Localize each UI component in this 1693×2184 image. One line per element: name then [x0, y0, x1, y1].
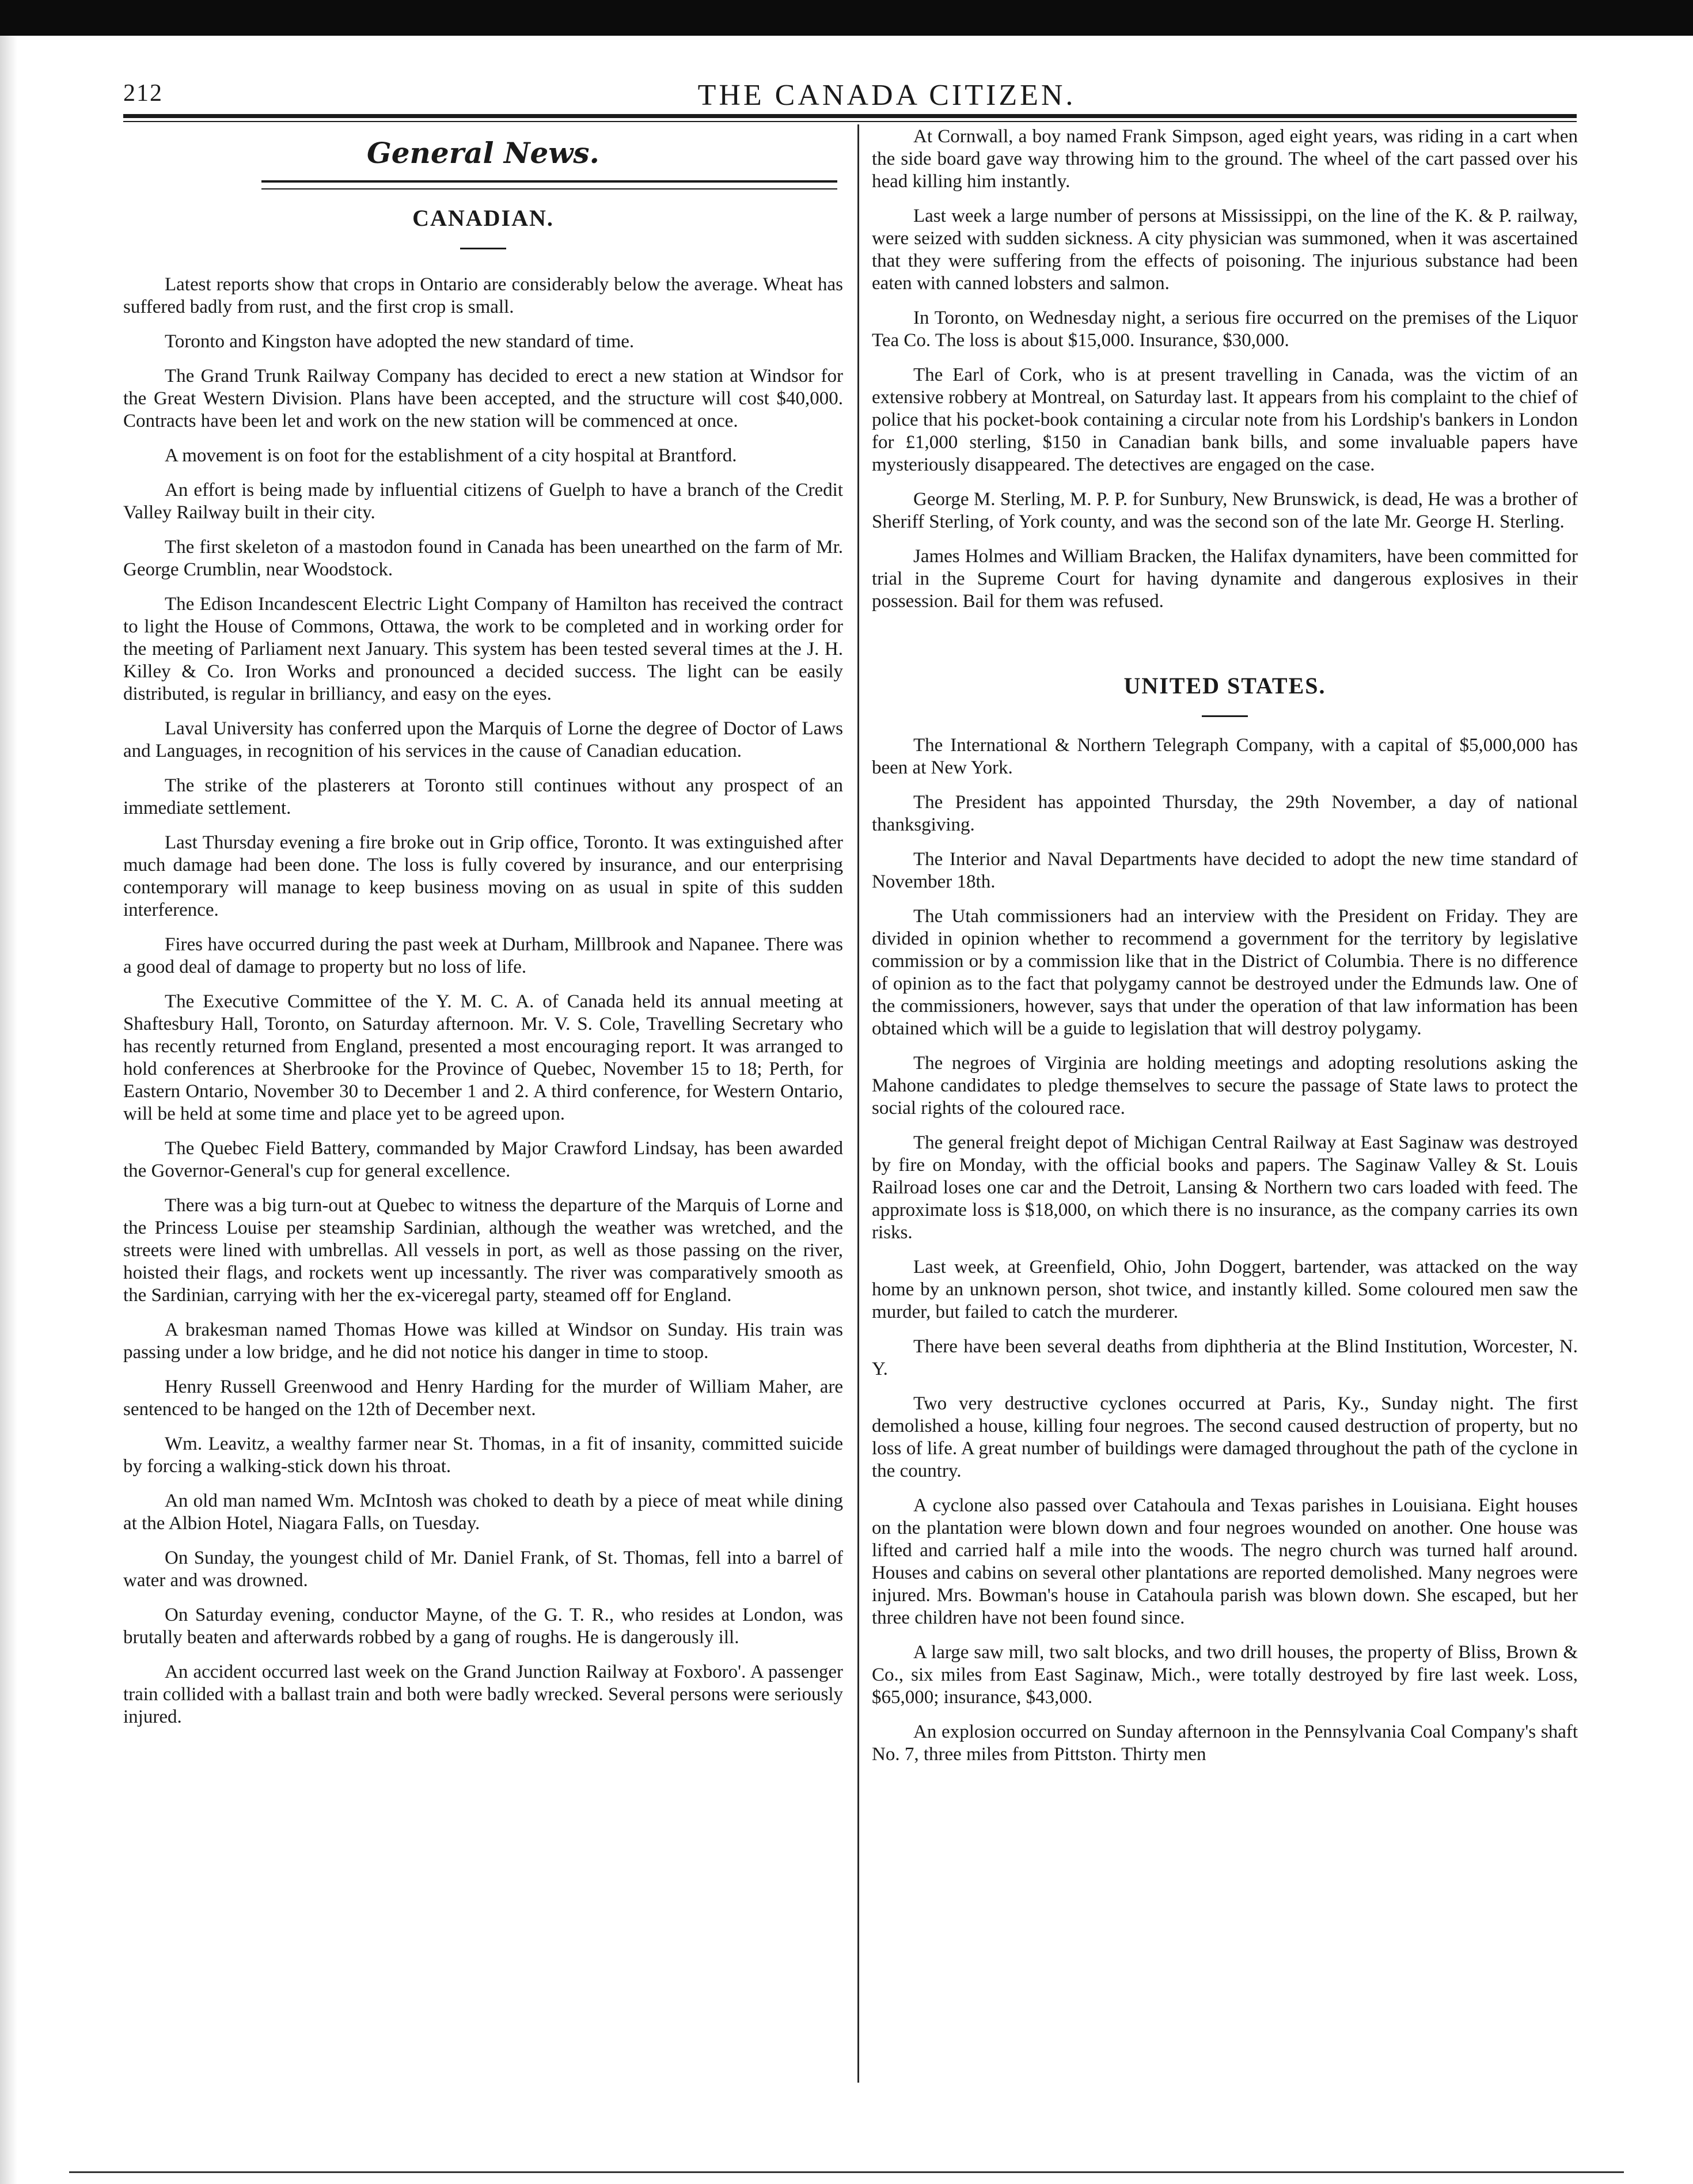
news-paragraph: The President has appointed Thursday, the 29th November, a day of national thanksgiving.: [872, 792, 1578, 835]
section-rule: [460, 248, 506, 249]
news-paragraph: The general freight depot of Michigan Central Railway at East Saginaw was destroyed by fire on Monday, with the official books and papers. The Saginaw Valley & St. Louis Railroad loses one car and the Detroit, Lansing & Northern two cars loaded with feed. The approximate loss is $18,000, on which there is no insurance, as the company carries its own risks.: [872, 1132, 1578, 1243]
news-paragraph: The first skeleton of a mastodon found in Canada has been unearthed on the farm of Mr. George Crumblin, near Woodstock.: [123, 537, 843, 580]
section-rule: [1202, 715, 1248, 717]
news-paragraph: Last Thursday evening a fire broke out in Grip office, Toronto. It was extinguished after much damage had been done. The loss is fully covered by insurance, and our enterprising contemporary will manage to keep business moving on as usual in spite of this sudden interference.: [123, 832, 843, 920]
news-paragraph: The Utah commissioners had an interview with the President on Friday. They are divided in opinion whether to recommend a government for the territory by legislative commission or by a commission like that in the District of Columbia. There is no difference of opinion as to the fact that polygamy cannot be destroyed under the Edmunds law. One of the commissioners, however, says that under the operation of that law information has been obtained which will be a guide to legislation that will destroy polygamy.: [872, 906, 1578, 1039]
news-paragraph: A movement is on foot for the establishment of a city hospital at Brantford.: [165, 445, 737, 466]
news-paragraph: George M. Sterling, M. P. P. for Sunbury, New Brunswick, is dead, He was a brother of Sheriff Sterling, of York county, and was the second son of the late Mr. George H. Sterling.: [872, 489, 1578, 532]
news-paragraph: The negroes of Virginia are holding meetings and adopting resolutions asking the Mahone candidates to pledge themselves to secure the passage of State laws to protect the social rights of the coloured race.: [872, 1053, 1578, 1118]
news-paragraph: At Cornwall, a boy named Frank Simpson, aged eight years, was riding in a cart when the side board gave way throwing him to the ground. The wheel of the cart passed over his head killing him instantly.: [872, 126, 1578, 192]
news-paragraph: An accident occurred last week on the Grand Junction Railway at Foxboro'. A passenger train collided with a ballast train and both were badly wrecked. Several persons were seriously injured.: [123, 1662, 843, 1727]
right-column: [872, 126, 1578, 1778]
section-heading-canadian: CANADIAN.: [412, 205, 554, 231]
news-paragraph: Two very destructive cyclones occurred at Paris, Ky., Sunday night. The first demolished a house, killing four negroes. The second caused destruction of property, but no loss of life. A great number of buildings were damaged throughout the path of the cyclone in the country.: [872, 1393, 1578, 1481]
general-news-heading: General News.: [367, 136, 599, 170]
column-divider: [857, 124, 859, 2083]
news-paragraph: The strike of the plasterers at Toronto still continues without any prospect of an immediate settlement.: [123, 775, 843, 818]
news-paragraph: The Executive Committee of the Y. M. C. A. of Canada held its annual meeting at Shaftesbury Hall, Toronto, on Saturday afternoon. Mr. V. S. Cole, Travelling Secretary who has recently returned from England, presented a most encouraging report. It was arranged to hold conferences at Sherbrooke for the Province of Quebec, November 15 to 18; Perth, for Eastern Ontario, November 30 to December 1 and 2. A third conference, for Western Ontario, will be held at some time and place yet to be agreed upon.: [123, 991, 843, 1124]
news-paragraph: Last week, at Greenfield, Ohio, John Doggert, bartender, was attacked on the way home by an unknown person, shot twice, and instantly killed. Some coloured men saw the murder, but failed to catch the murderer.: [872, 1257, 1578, 1322]
news-paragraph: An effort is being made by influential citizens of Guelph to have a branch of the Credit Valley Railway built in their city.: [123, 480, 843, 523]
scan-left-margin: [0, 36, 17, 2184]
left-article-list: [123, 274, 843, 1728]
right-article-list-us: [872, 734, 1578, 1766]
news-paragraph: The Quebec Field Battery, commanded by Major Crawford Lindsay, has been awarded the Governor-General's cup for general excellence.: [123, 1138, 843, 1181]
news-paragraph: An explosion occurred on Sunday afternoon in the Pennsylvania Coal Company's shaft No. 7, three miles from Pittston. Thirty men: [872, 1722, 1578, 1765]
news-paragraph: The International & Northern Telegraph Company, with a capital of $5,000,000 has been at New York.: [872, 735, 1578, 778]
news-paragraph: There was a big turn-out at Quebec to witness the departure of the Marquis of Lorne and the Princess Louise per steamship Sardinian, although the weather was wretched, and the streets were lined with umbrellas. All vessels in port, as well as those passing on the river, hoisted their flags, and rockets went up incessantly. The river was comparatively smooth as the Sardinian, carrying with her the ex-viceregal party, steamed off for England.: [123, 1195, 843, 1306]
news-paragraph: Wm. Leavitz, a wealthy farmer near St. Thomas, in a fit of insanity, committed suicide by forcing a walking-stick down his throat.: [123, 1434, 843, 1477]
news-paragraph: A brakesman named Thomas Howe was killed at Windsor on Sunday. His train was passing under a low bridge, and he did not notice his danger in time to stoop.: [123, 1320, 843, 1363]
news-paragraph: Latest reports show that crops in Ontario are considerably below the average. Wheat has suffered badly from rust, and the first crop is small.: [123, 274, 843, 317]
news-paragraph: A cyclone also passed over Catahoula and Texas parishes in Louisiana. Eight houses on the plantation were blown down and four negroes wounded on another. One house was lifted and carried half a mile into the woods. The negro church was turned half around. Houses and cabins on several other plantations are reported demolished. Many negroes were injured. Mrs. Bowman's house in Catahoula parish was blown down. She escaped, but her three children have not been found since.: [872, 1495, 1578, 1628]
bottom-rule: [69, 2171, 1624, 2173]
news-paragraph: In Toronto, on Wednesday night, a serious fire occurred on the premises of the Liquor Tea Co. The loss is about $15,000. Insurance, $30,000.: [872, 308, 1578, 351]
news-paragraph: A large saw mill, two salt blocks, and two drill houses, the property of Bliss, Brown & Co., six miles from East Saginaw, Mich., were totally destroyed by fire last week. Loss, $65,000; insurance, $43,000.: [872, 1642, 1578, 1708]
news-paragraph: On Saturday evening, conductor Mayne, of the G. T. R., who resides at London, was brutally beaten and afterwards robbed by a gang of roughs. He is dangerously ill.: [123, 1605, 843, 1648]
heading-double-rule: [261, 180, 837, 189]
news-paragraph: There have been several deaths from diphtheria at the Blind Institution, Worcester, N. Y.: [872, 1336, 1578, 1379]
header-rule: [123, 114, 1577, 118]
news-paragraph: Fires have occurred during the past week at Durham, Millbrook and Napanee. There was a good deal of damage to property but no loss of life.: [123, 934, 843, 977]
news-paragraph: The Interior and Naval Departments have decided to adopt the new time standard of November 18th.: [872, 849, 1578, 892]
news-paragraph: The Grand Trunk Railway Company has decided to erect a new station at Windsor for the Great Western Division. Plans have been accepted, and the structure will cost $40,000. Contracts have been let and work on the new station will be commenced at once.: [123, 366, 843, 431]
running-title: THE CANADA CITIZEN.: [697, 79, 1076, 112]
news-paragraph: Laval University has conferred upon the Marquis of Lorne the degree of Doctor of Laws and Languages, in recognition of his services in the cause of Canadian education.: [123, 718, 843, 761]
news-paragraph: James Holmes and William Bracken, the Halifax dynamiters, have been committed for trial in the Supreme Court for having dynamite and dangerous explosives in their possession. Bail for them was refused.: [872, 546, 1578, 612]
news-paragraph: The Edison Incandescent Electric Light Company of Hamilton has received the contract to light the House of Commons, Ottawa, the work to be completed and in working order for the meeting of Parliament next January. This system has been tested several times at the J. H. Killey & Co. Iron Works and pronounced a decided success. The light can be easily distributed, is regular in brilliancy, and easy on the eyes.: [123, 594, 843, 704]
news-paragraph: Last week a large number of persons at Mississippi, on the line of the K. & P. railway, were seized with sudden sickness. A city physician was summoned, when it was ascertained that they were suffering from the effects of poisoning. The injurious substance had been eaten with canned lobsters and salmon.: [872, 206, 1578, 294]
news-paragraph: The Earl of Cork, who is at present travelling in Canada, was the victim of an extensive robbery at Montreal, on Saturday last. It appears from his complaint to the chief of police that his pocket-book containing a circular note from his Lordship's bankers in London for £1,000 sterling, $150 in Canadian bank bills, and some invaluable papers have mysteriously disappeared. The detectives are engaged on the case.: [872, 365, 1578, 475]
news-paragraph: An old man named Wm. McIntosh was choked to death by a piece of meat while dining at the Albion Hotel, Niagara Falls, on Tuesday.: [123, 1491, 843, 1534]
header-rule-thin: [123, 121, 1577, 122]
news-paragraph: On Sunday, the youngest child of Mr. Daniel Frank, of St. Thomas, fell into a barrel of water and was drowned.: [123, 1548, 843, 1591]
news-paragraph: Toronto and Kingston have adopted the new standard of time.: [165, 331, 635, 352]
page-number: 212: [123, 80, 163, 107]
section-heading-united-states: UNITED STATES.: [1123, 673, 1326, 699]
right-article-list-canadian: [872, 126, 1578, 613]
left-column: [123, 132, 843, 1741]
news-paragraph: Henry Russell Greenwood and Henry Harding for the murder of William Maher, are sentenced to be hanged on the 12th of December next.: [123, 1377, 843, 1420]
scan-top-edge: [0, 0, 1693, 36]
